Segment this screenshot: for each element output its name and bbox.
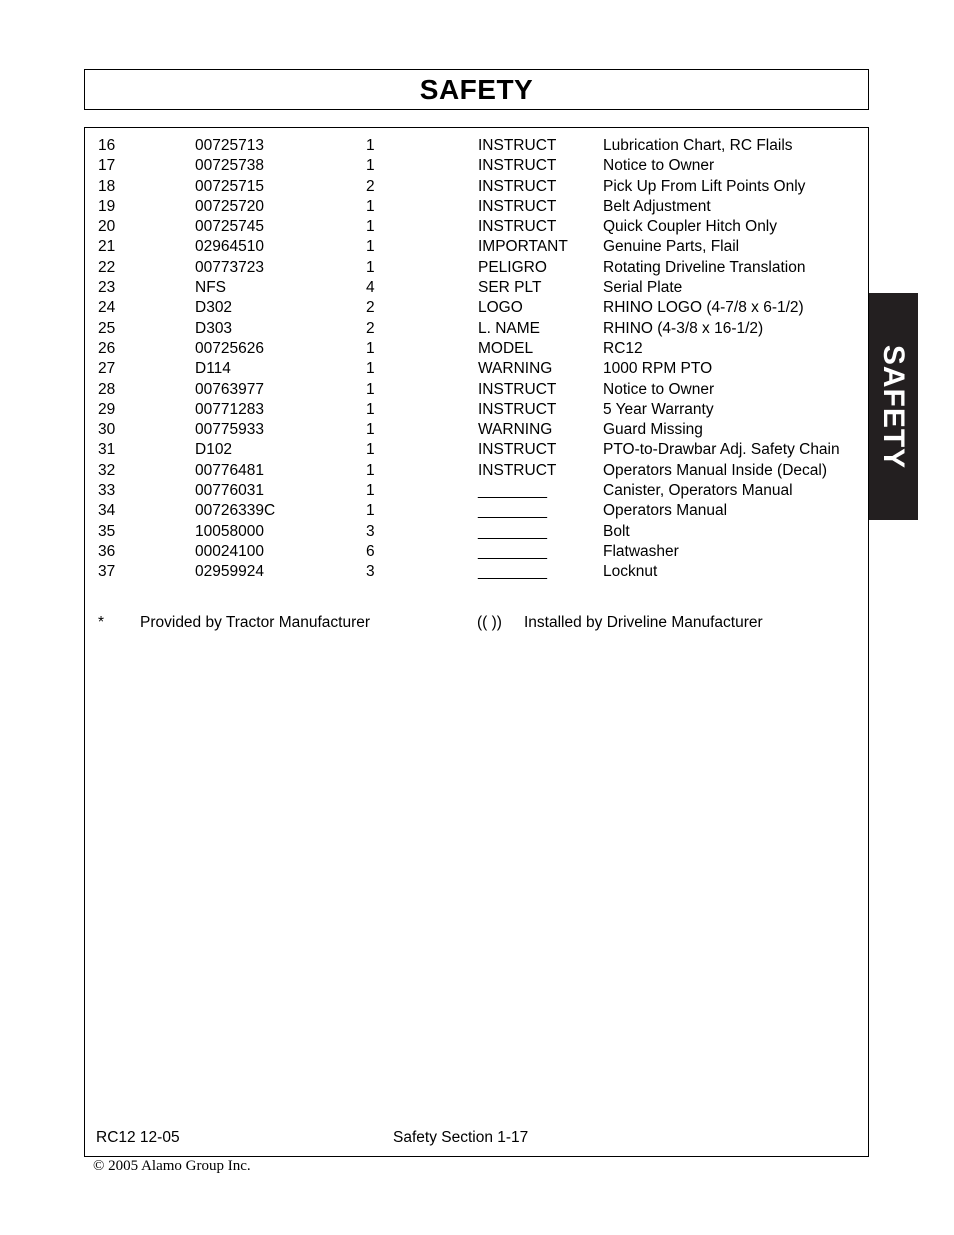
item-number: 26	[98, 339, 116, 357]
part-number: 00726339C	[195, 502, 276, 520]
table-row	[85, 197, 868, 217]
quantity: 1	[366, 157, 375, 175]
decal-type: IMPORTANT	[478, 238, 568, 256]
quantity: 1	[366, 360, 375, 378]
quantity: 1	[366, 421, 375, 439]
part-number: 00725720	[195, 197, 264, 215]
item-number: 19	[98, 197, 116, 215]
table-row	[85, 177, 868, 197]
item-number: 18	[98, 177, 116, 195]
page-footer	[85, 1129, 868, 1149]
part-number: 00725738	[195, 157, 264, 175]
part-number: D102	[195, 441, 233, 459]
section-side-tab	[869, 293, 918, 520]
description: 1000 RPM PTO	[603, 360, 713, 378]
part-number: 00725715	[195, 177, 264, 195]
description: Guard Missing	[603, 421, 703, 439]
item-number: 36	[98, 542, 116, 560]
decal-type: INSTRUCT	[478, 137, 557, 154]
paren-note: Installed by Driveline Manufacturer	[524, 614, 763, 631]
description: PTO-to-Drawbar Adj. Safety Chain	[603, 441, 840, 459]
item-number: 33	[98, 482, 116, 500]
notes-line	[85, 614, 868, 634]
description: 5 Year Warranty	[603, 400, 714, 418]
table-row	[85, 339, 868, 359]
description: RC12	[603, 339, 643, 357]
quantity: 6	[366, 542, 375, 560]
description: RHINO LOGO (4-7/8 x 6-1/2)	[603, 299, 804, 317]
table-row	[85, 501, 868, 521]
item-number: 28	[98, 380, 116, 398]
table-row	[85, 298, 868, 318]
description: Pick Up From Lift Points Only	[603, 177, 806, 195]
description: Lubrication Chart, RC Flails	[603, 137, 793, 154]
footer-section: Safety Section 1-17	[393, 1129, 529, 1146]
description: Rotating Driveline Translation	[603, 258, 806, 276]
header-box	[84, 69, 869, 110]
item-number: 20	[98, 218, 116, 236]
description: Notice to Owner	[603, 380, 715, 398]
description: Operators Manual Inside (Decal)	[603, 461, 827, 479]
quantity: 2	[366, 177, 375, 195]
page-title: SAFETY	[419, 73, 534, 105]
item-number: 17	[98, 157, 116, 175]
decal-type: LOGO	[478, 299, 523, 317]
part-number: 00725745	[195, 218, 264, 236]
quantity: 1	[366, 441, 375, 459]
table-row	[85, 278, 868, 298]
side-tab-label: SAFETY	[877, 344, 911, 469]
table-row	[85, 461, 868, 481]
part-number: 00725626	[195, 339, 264, 357]
item-number: 30	[98, 421, 116, 439]
decal-type: INSTRUCT	[478, 218, 557, 236]
item-number: 37	[98, 563, 116, 581]
decal-type: ________	[478, 482, 547, 500]
description: Canister, Operators Manual	[603, 482, 793, 500]
quantity: 1	[366, 238, 375, 256]
quantity: 1	[366, 339, 375, 357]
copyright: © 2005 Alamo Group Inc.	[93, 1158, 251, 1174]
asterisk-note: Provided by Tractor Manufacturer	[140, 614, 371, 631]
item-number: 27	[98, 360, 116, 378]
part-number: NFS	[195, 279, 226, 297]
table-row	[85, 522, 868, 542]
decal-type: L. NAME	[478, 319, 541, 337]
description: Belt Adjustment	[603, 197, 711, 215]
description: Flatwasher	[603, 542, 679, 560]
part-number: 00024100	[195, 542, 264, 560]
table-row	[85, 217, 868, 237]
table-row	[85, 258, 868, 278]
part-number: 00725713	[195, 137, 264, 154]
quantity: 1	[366, 461, 375, 479]
item-number: 21	[98, 238, 116, 256]
decal-type: WARNING	[478, 360, 553, 378]
item-number: 25	[98, 319, 116, 337]
item-number: 32	[98, 461, 116, 479]
asterisk-symbol: *	[98, 614, 105, 631]
quantity: 1	[366, 380, 375, 398]
parts-list-box	[84, 127, 869, 1157]
quantity: 1	[366, 482, 375, 500]
quantity: 3	[366, 522, 375, 540]
quantity: 1	[366, 197, 375, 215]
quantity: 1	[366, 218, 375, 236]
parts-table	[85, 136, 868, 583]
quantity: 1	[366, 502, 375, 520]
item-number: 16	[98, 137, 116, 154]
part-number: D302	[195, 299, 233, 317]
description: Locknut	[603, 563, 658, 581]
table-row	[85, 562, 868, 582]
part-number: 00775933	[195, 421, 264, 439]
item-number: 34	[98, 502, 116, 520]
decal-type: INSTRUCT	[478, 400, 557, 418]
decal-type: INSTRUCT	[478, 177, 557, 195]
decal-type: MODEL	[478, 339, 534, 357]
part-number: D303	[195, 319, 233, 337]
part-number: 00763977	[195, 380, 264, 398]
decal-type: INSTRUCT	[478, 157, 557, 175]
quantity: 2	[366, 319, 375, 337]
quantity: 2	[366, 299, 375, 317]
description: Notice to Owner	[603, 157, 715, 175]
quantity: 1	[366, 400, 375, 418]
decal-type: PELIGRO	[478, 258, 547, 276]
table-row	[85, 542, 868, 562]
quantity: 1	[366, 137, 375, 154]
table-row	[85, 156, 868, 176]
quantity: 1	[366, 258, 375, 276]
table-row	[85, 237, 868, 257]
item-number: 22	[98, 258, 116, 276]
footer-model-date: RC12 12-05	[96, 1129, 180, 1146]
description: Bolt	[603, 522, 630, 540]
part-number: 00776031	[195, 482, 264, 500]
table-row	[85, 440, 868, 460]
description: Genuine Parts, Flail	[603, 238, 740, 256]
table-row	[85, 400, 868, 420]
item-number: 23	[98, 279, 116, 297]
part-number: 02964510	[195, 238, 264, 256]
part-number: 10058000	[195, 522, 264, 540]
decal-type: INSTRUCT	[478, 197, 557, 215]
item-number: 24	[98, 299, 116, 317]
decal-type: ________	[478, 502, 547, 520]
description: Operators Manual	[603, 502, 728, 520]
item-number: 31	[98, 441, 116, 459]
part-number: 02959924	[195, 563, 264, 581]
part-number: 00773723	[195, 258, 264, 276]
table-row	[85, 420, 868, 440]
decal-type: INSTRUCT	[478, 461, 557, 479]
part-number: D114	[195, 360, 231, 378]
table-row	[85, 319, 868, 339]
table-row	[85, 359, 868, 379]
part-number: 00771283	[195, 400, 264, 418]
item-number: 29	[98, 400, 116, 418]
decal-type: ________	[478, 542, 547, 560]
description: Serial Plate	[603, 279, 683, 297]
decal-type: INSTRUCT	[478, 441, 557, 459]
quantity: 3	[366, 563, 375, 581]
table-row	[85, 380, 868, 400]
decal-type: ________	[478, 563, 547, 581]
decal-type: ________	[478, 522, 547, 540]
item-number: 35	[98, 522, 116, 540]
description: Quick Coupler Hitch Only	[603, 218, 778, 236]
table-row	[85, 481, 868, 501]
quantity: 4	[366, 279, 375, 297]
decal-type: INSTRUCT	[478, 380, 557, 398]
decal-type: SER PLT	[478, 279, 542, 297]
description: RHINO (4-3/8 x 16-1/2)	[603, 319, 764, 337]
decal-type: WARNING	[478, 421, 553, 439]
part-number: 00776481	[195, 461, 264, 479]
table-row	[85, 136, 868, 156]
paren-symbol: (( ))	[477, 614, 502, 631]
